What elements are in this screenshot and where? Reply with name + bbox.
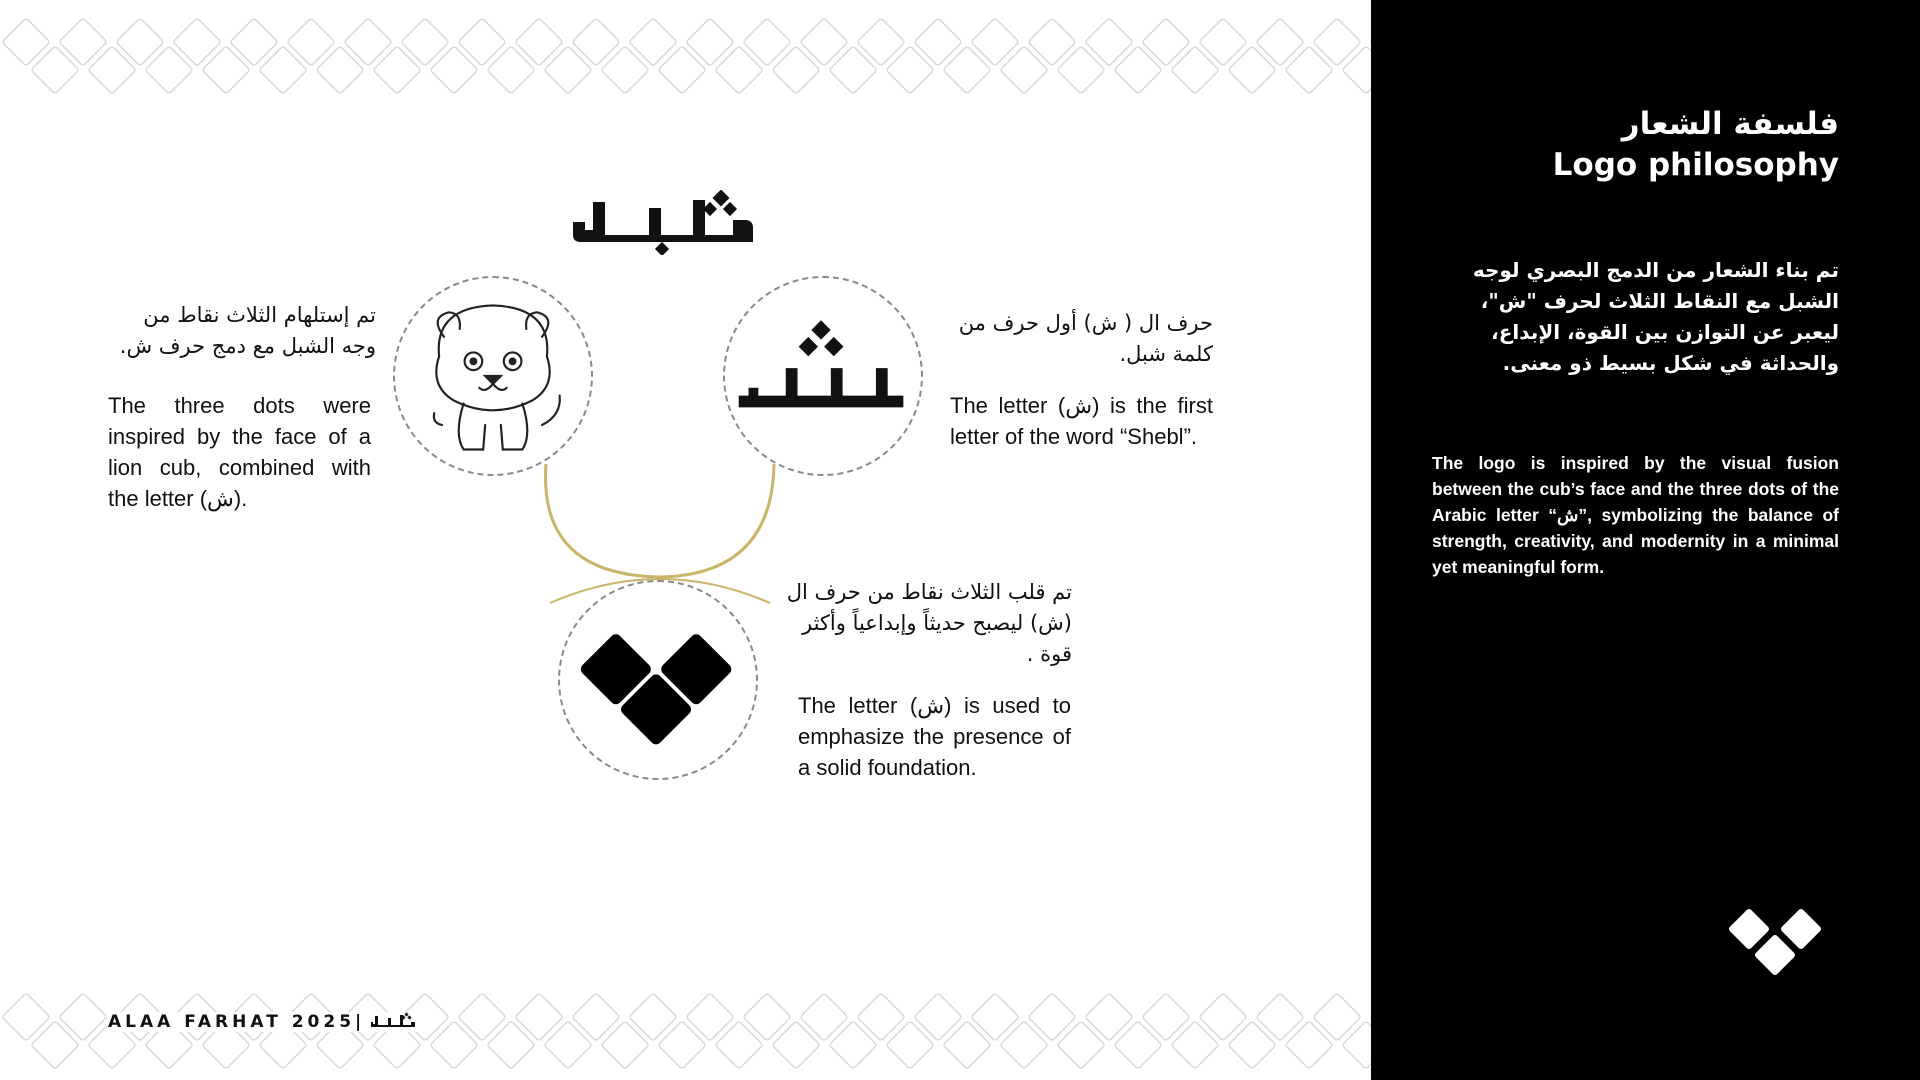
top-diamond-pattern [0, 0, 1371, 100]
letter-shin-ar: حرف ال ( ش) أول حرف من كلمة شبل. [958, 311, 1213, 366]
panel-title-ar: فلسفة الشعار [1621, 106, 1839, 142]
lion-cub-circle [393, 276, 593, 476]
footer-credit-text: ALAA FARHAT 2025 [108, 1012, 356, 1032]
dots-flip-en: The letter (ش) is used to emphasize the presence of a solid foundation. [798, 693, 1071, 780]
panel-body-ar: تم بناء الشعار من الدمج البصري لوجه الشبل مع النقاط الثلاث لحرف "ش"، ليعبر عن التوازن بين القوة، الإبداع، والحداثة في شكل بسيط ذو معنى. [1472, 258, 1839, 375]
footer-wordmark-icon [369, 1012, 417, 1032]
shin-letter-icon [725, 278, 921, 474]
philosophy-panel [1371, 0, 1920, 1080]
logo-mark-icon [1726, 905, 1836, 985]
dots-flip-ar: تم قلب الثلاث نقاط من حرف ال (ش) ليصبح حديثاً وإبداعياً وأكثر قوة . [786, 580, 1072, 666]
footer-credit [108, 1012, 421, 1032]
three-dots-icon [560, 582, 756, 778]
lion-inspiration-ar: تم إستلهام الثلاث نقاط من وجه الشبل مع دمج حرف ش. [119, 303, 376, 358]
letter-shin-en: The letter (ش) is the first letter of the word “Shebl”. [950, 393, 1213, 449]
lion-cub-icon [395, 278, 591, 474]
panel-title-en: Logo philosophy [1552, 147, 1839, 183]
panel-body-en: The logo is inspired by the visual fusion between the cub’s face and the three dots of the Arabic letter “ش”, symbolizing the balance of strength, creativity, and modernity in a minimal yet meaningful form. [1432, 453, 1840, 577]
shebl-wordmark [565, 190, 760, 255]
footer-separator: | [355, 1012, 366, 1032]
three-dots-circle [558, 580, 758, 780]
shin-letter-circle [723, 276, 923, 476]
lion-inspiration-en: The three dots were inspired by the face of a lion cub, combined with the letter (ش). [108, 393, 371, 511]
